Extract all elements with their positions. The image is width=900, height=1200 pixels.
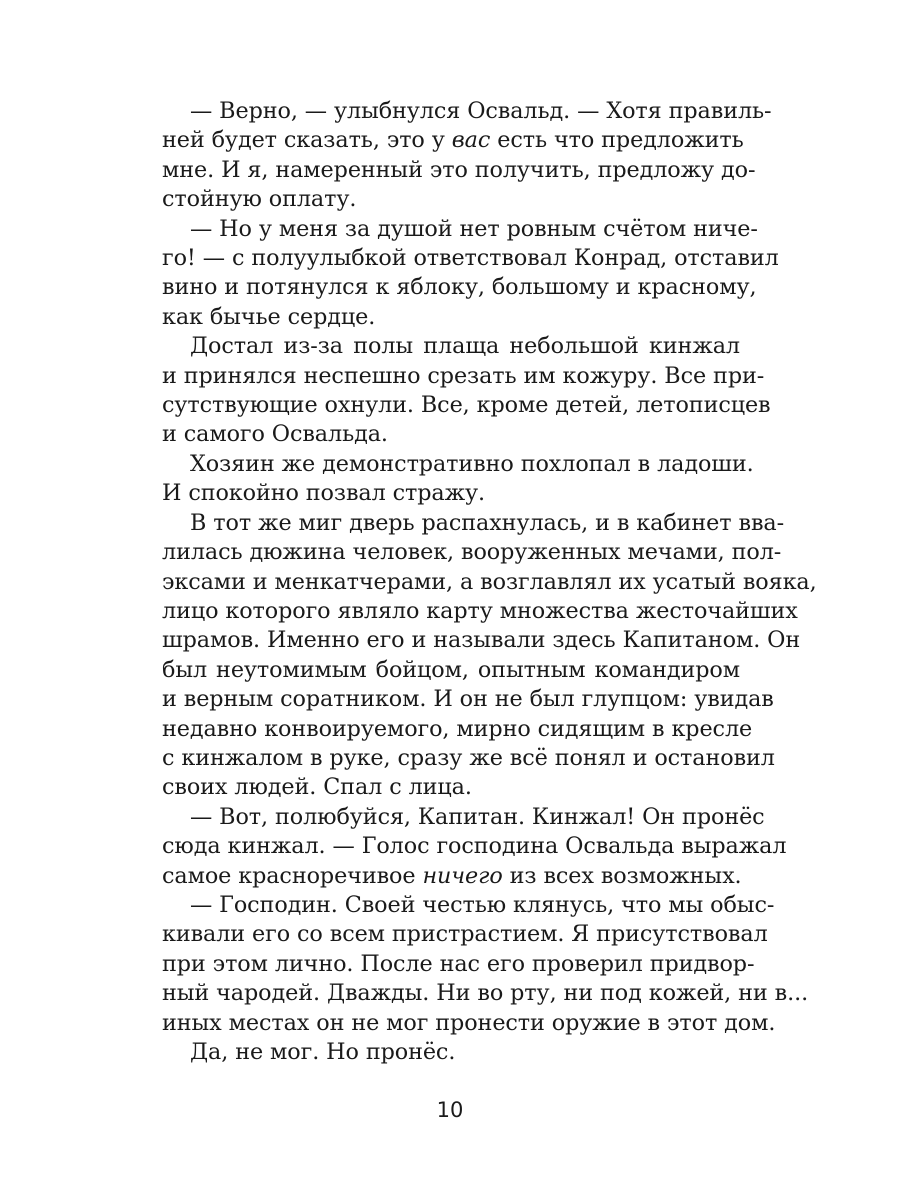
text-line	[162, 773, 740, 802]
text-line	[162, 950, 755, 979]
text-segment: В тот же миг дверь распахнулась, и в кабинет вва-	[190, 509, 785, 536]
text-segment: есть что предложить	[490, 127, 744, 154]
text-line	[162, 273, 757, 302]
text-segment: ный чародей. Дважды. Ни во рту, ни под кожей, ни в...	[162, 980, 809, 1007]
paragraph	[162, 891, 809, 1038]
text-line	[162, 303, 740, 332]
text-segment: мне. И я, намеренный это получить, предложу до-	[162, 156, 756, 183]
text-segment: из всех возможных.	[502, 862, 742, 889]
text-segment: с кинжалом в руке, сразу же всё понял и остановил	[162, 744, 775, 771]
text-segment: Хозяин же демонстративно похлопал в ладоши.	[190, 450, 754, 477]
text-line	[162, 891, 775, 920]
text-line	[162, 185, 740, 214]
page-number: 10	[436, 1098, 464, 1122]
text-segment: — Господин. Своей честью клянусь, что мы обыс-	[190, 891, 775, 918]
text-line	[162, 685, 774, 714]
text-segment: иных местах он не мог пронести оружие в этот дом.	[162, 1009, 776, 1036]
text-segment: сутствующие охнули. Все, кроме детей, летописцев	[162, 392, 771, 419]
text-segment: как бычье сердце.	[162, 303, 376, 330]
text-segment: Да, не мог. Но пронёс.	[190, 1039, 456, 1065]
text-line	[162, 1009, 776, 1038]
text-segment: ней будет сказать, это у	[162, 127, 452, 154]
paragraph	[162, 215, 779, 333]
text-line	[162, 832, 787, 861]
text-line	[162, 362, 765, 391]
text-line	[162, 920, 768, 949]
text-segment: своих людей. Спал с лица.	[162, 774, 472, 801]
text-line	[162, 862, 740, 891]
text-line	[162, 420, 740, 449]
text-segment: — Вот, полюбуйся, Капитан. Кинжал! Он пронёс	[190, 803, 765, 830]
italic-text: вас	[451, 127, 491, 154]
text-line	[162, 215, 758, 244]
text-segment: — Верно, — улыбнулся Освальд. — Хотя правиль-	[190, 98, 772, 124]
text-line	[162, 332, 740, 361]
text-line	[162, 244, 779, 273]
text-line	[162, 479, 740, 508]
text-segment: шрамов. Именно его и называли здесь Капитаном. Он	[162, 627, 801, 654]
text-line	[162, 744, 775, 773]
text-line	[162, 597, 798, 626]
text-line	[162, 509, 785, 538]
paragraph	[162, 1038, 740, 1067]
text-line	[162, 803, 765, 832]
body-text	[162, 97, 817, 1067]
text-segment: и самого Освальда.	[162, 421, 388, 448]
text-segment: недавно конвоируемого, мирно сидящим в кресле	[162, 715, 753, 742]
text-segment: при этом лично. После нас его проверил придвор-	[162, 950, 755, 977]
italic-text: ничего	[422, 862, 503, 889]
text-segment: стойную оплату.	[162, 186, 357, 213]
text-segment: и принялся неспешно срезать им кожуру. Все при-	[162, 362, 765, 389]
text-segment: лилась дюжина человек, вооруженных мечами, пол-	[162, 539, 782, 566]
text-line	[162, 391, 771, 420]
text-segment: — Но у меня за душой нет ровным счётом ниче-	[190, 215, 758, 242]
text-segment: Достал из-за полы плаща небольшой кинжал	[190, 333, 740, 360]
paragraph	[162, 509, 817, 803]
text-line	[162, 1038, 740, 1067]
text-line	[162, 626, 801, 655]
text-segment: лицо которого являло карту множества жесточайших	[162, 597, 798, 624]
paragraph	[162, 332, 771, 450]
text-line	[162, 656, 740, 685]
paragraph	[162, 97, 772, 215]
text-segment: кивали его со всем пристрастием. Я присутствовал	[162, 921, 768, 948]
text-segment: и верным соратником. И он не был глупцом: увидав	[162, 686, 774, 713]
text-segment: вино и потянулся к яблоку, большому и красному,	[162, 274, 757, 301]
text-segment: был неутомимым бойцом, опытным командиром	[162, 656, 740, 683]
text-segment: го! — с полуулыбкой ответствовал Конрад, отставил	[162, 245, 779, 272]
text-line	[162, 126, 744, 155]
paragraph	[162, 803, 787, 891]
text-line	[162, 97, 772, 126]
text-line	[162, 156, 756, 185]
text-line	[162, 568, 817, 597]
text-segment: эксами и менкатчерами, а возглавлял их усатый вояка,	[162, 568, 817, 595]
text-line	[162, 715, 753, 744]
text-line	[162, 979, 809, 1008]
text-segment: И спокойно позвал стражу.	[162, 480, 486, 507]
text-line	[162, 450, 754, 479]
paragraph	[162, 450, 754, 509]
text-segment: сюда кинжал. — Голос господина Освальда выражал	[162, 833, 787, 860]
text-segment: самое красноречивое	[162, 862, 423, 889]
text-line	[162, 538, 782, 567]
